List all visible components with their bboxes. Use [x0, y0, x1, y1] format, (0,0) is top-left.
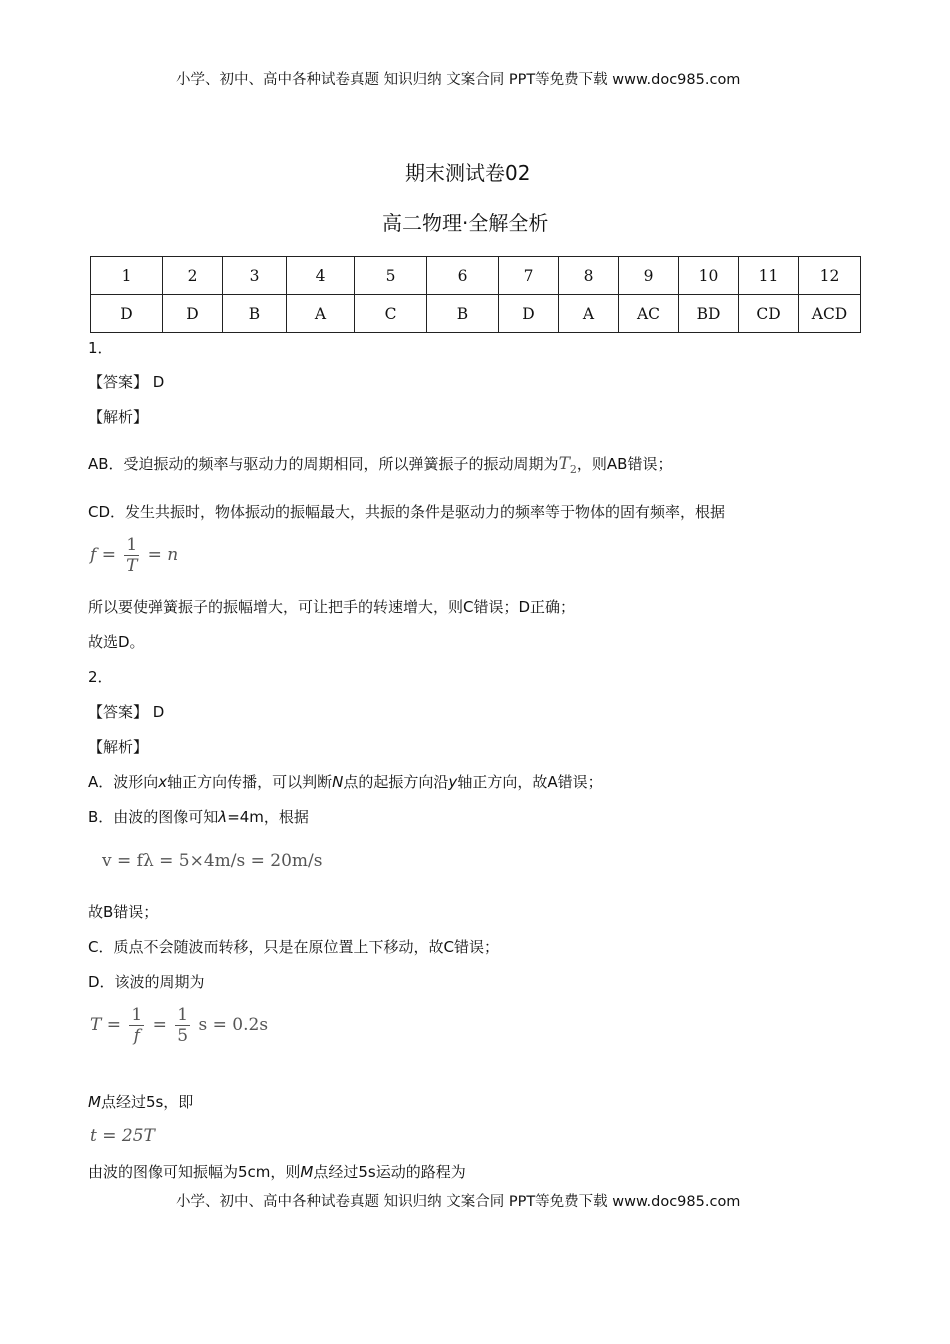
velocity-formula: v = fλ = 5×4m/s = 20m/s [102, 851, 323, 871]
question-2-b-line [88, 807, 309, 827]
text: ，则AB错误； [576, 455, 673, 473]
question-1-ab-line [88, 454, 672, 480]
numerator: 1 [177, 1005, 189, 1025]
question-2-m-line [88, 1092, 193, 1112]
table-cell: D [91, 295, 163, 333]
table-cell: B [427, 295, 499, 333]
page-footer: 小学、初中、高中各种试卷真题 知识归纳 文案合同 PPT等免费下载 www.doc985.com [176, 1194, 741, 1210]
question-2-answer: 【答案】 D [88, 703, 165, 721]
table-cell: 3 [223, 257, 287, 295]
lambda-symbol: λ [218, 808, 228, 826]
text: AB．受迫振动的频率与驱动力的周期相同，所以弹簧振子的振动周期为 [88, 455, 559, 473]
table-cell: 11 [739, 257, 799, 295]
question-1-number: 1． [88, 339, 113, 357]
period-symbol: T [558, 454, 570, 474]
table-cell: D [499, 295, 559, 333]
table-cell: 2 [163, 257, 223, 295]
page-header: 小学、初中、高中各种试卷真题 知识归纳 文案合同 PPT等免费下载 www.doc985.com [176, 72, 741, 88]
question-1-analysis-label: 【解析】 [88, 408, 149, 426]
question-1-conclusion: 故选D。 [88, 633, 145, 651]
table-cell: B [223, 295, 287, 333]
table-cell: A [287, 295, 355, 333]
time-formula: t = 25T [90, 1126, 155, 1146]
question-2-b-conclusion: 故B错误； [88, 903, 159, 921]
question-1-cd-line: CD．发生共振时，物体振动的振幅最大，共振的条件是驱动力的频率等于物体的固有频率，根据 [88, 503, 726, 521]
table-cell: 10 [679, 257, 739, 295]
text: 轴正方向，故A错误； [457, 773, 603, 791]
text: 点经过5s运动的路程为 [313, 1163, 466, 1181]
fraction [175, 1005, 190, 1046]
period-formula [90, 1005, 268, 1046]
table-cell: ACD [799, 295, 861, 333]
formula-lhs: T = [90, 1015, 121, 1035]
answer-table-answer-row [91, 295, 861, 333]
table-cell: 1 [91, 257, 163, 295]
text: B．由波的图像可知 [88, 808, 219, 826]
numerator: 1 [126, 535, 138, 555]
question-1-line-3: 所以要使弹簧振子的振幅增大，可让把手的转速增大，则C错误；D正确； [88, 598, 576, 616]
formula-lhs: f = [90, 545, 116, 565]
table-cell: AC [619, 295, 679, 333]
denominator: T [126, 556, 138, 576]
question-2-c-line: C．质点不会随波而转移，只是在原位置上下移动，故C错误； [88, 938, 499, 956]
fraction [124, 535, 139, 576]
equals: = [152, 1015, 167, 1035]
text: 点的起振方向沿 [343, 773, 449, 791]
answer-table-number-row [91, 257, 861, 295]
question-2-a-line [88, 772, 603, 792]
fraction [129, 1005, 144, 1046]
frequency-formula [90, 535, 178, 576]
table-cell: 12 [799, 257, 861, 295]
y-symbol: y [448, 773, 458, 791]
question-1-answer: 【答案】 D [88, 373, 165, 391]
m-symbol: M [300, 1163, 314, 1181]
table-cell: 7 [499, 257, 559, 295]
table-cell: CD [739, 295, 799, 333]
n-symbol: N [332, 773, 344, 791]
table-cell: 8 [559, 257, 619, 295]
page-title: 期末测试卷02 [405, 161, 531, 185]
answer-table [90, 256, 861, 333]
question-2-analysis-label: 【解析】 [88, 738, 149, 756]
text: =4m，根据 [227, 808, 309, 826]
text: A．波形向 [88, 773, 159, 791]
formula-rhs: = n [147, 545, 179, 565]
page-subtitle: 高二物理·全解全析 [382, 211, 549, 235]
denominator: 5 [177, 1026, 189, 1046]
denominator: f [133, 1026, 140, 1046]
table-cell: D [163, 295, 223, 333]
period-subscript: 2 [569, 463, 577, 476]
table-cell: BD [679, 295, 739, 333]
text: 由波的图像可知振幅为5cm，则 [88, 1163, 301, 1181]
question-2-d-line: D．该波的周期为 [88, 973, 205, 991]
table-cell: 9 [619, 257, 679, 295]
numerator: 1 [131, 1005, 143, 1025]
question-2-number: 2． [88, 668, 113, 686]
table-cell: 5 [355, 257, 427, 295]
text: 点经过5s，即 [100, 1093, 194, 1111]
table-cell: C [355, 295, 427, 333]
x-symbol: x [158, 773, 168, 791]
table-cell: 6 [427, 257, 499, 295]
formula-rhs: s = 0.2s [198, 1015, 269, 1035]
text: 轴正方向传播，可以判断 [167, 773, 333, 791]
m-symbol: M [88, 1093, 101, 1111]
table-cell: 4 [287, 257, 355, 295]
table-cell: A [559, 295, 619, 333]
question-2-last-line [88, 1162, 466, 1182]
